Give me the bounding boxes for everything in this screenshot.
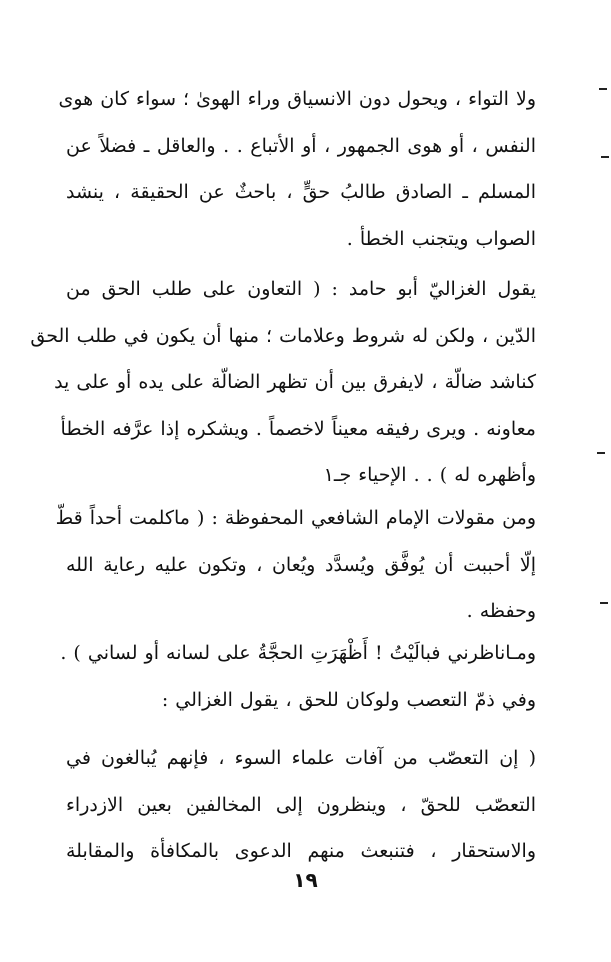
paragraph-line: ومن مقولات الإمام الشافعي المحفوظة : ( ماكلمت أحداً قطّ bbox=[55, 507, 536, 529]
paragraph-line: وفي ذمّ التعصب ولوكان للحق ، يقول الغزالي : bbox=[161, 689, 536, 711]
paragraph-line: كناشد ضالّة ، لايفرق بين أن تظهر الضالّة على يده أو على يد bbox=[54, 371, 536, 393]
paragraph-1 bbox=[58, 76, 536, 262]
paragraph-5 bbox=[66, 677, 536, 724]
paragraph-line: والاستحقار ، فتنبعث منهم الدعوى بالمكافأة والمقابلة bbox=[66, 840, 536, 862]
paragraph-line: ولا التواء ، ويحول دون الانسياق وراء الهوىٰ ؛ سواء كان هوى bbox=[58, 88, 536, 110]
margin-mark bbox=[597, 452, 605, 454]
paragraph-6 bbox=[66, 735, 536, 875]
margin-mark bbox=[599, 88, 607, 90]
paragraph-line: النفس ، أو هوى الجمهور ، أو الأتباع . . والعاقل ـ فضلاً عن bbox=[66, 134, 536, 157]
margin-mark bbox=[600, 602, 608, 604]
page-number: ١٩ bbox=[293, 868, 318, 892]
paragraph-line: ومـاناظرني فبالَيْتُ ! أَظْهَرَتِ الحجَّةُ على لسانه أو لساني ) . bbox=[60, 642, 536, 664]
paragraph-line: وأظهره له ) . . الإحياء جـ١ bbox=[323, 464, 536, 486]
margin-mark bbox=[601, 156, 609, 158]
paragraph-line: وحفظه . bbox=[466, 600, 536, 622]
paragraph-line: الصواب ويتجنب الخطأ . bbox=[346, 227, 536, 250]
paragraph-line: التعصّب للحقّ ، وينظرون إلى المخالفين بعين الازدراء bbox=[66, 793, 536, 816]
paragraph-line: الدّين ، ولكن له شروط وعلامات ؛ منها أن يكون في طلب الحق bbox=[30, 324, 536, 347]
paragraph-3 bbox=[55, 495, 536, 635]
paragraph-line: ( إن التعصّب من آفات علماء السوء ، فإنهم يُبالغون في bbox=[66, 747, 536, 769]
paragraph-2 bbox=[30, 266, 536, 499]
paragraph-line: معاونه . ويرى رفيقه معيناً لاخصماً . ويشكره إذا عرَّفه الخطأ bbox=[60, 417, 536, 440]
paragraph-line: إلّا أحببت أن يُوفَّق ويُسدَّد ويُعان ، وتكون عليه رعاية الله bbox=[66, 553, 536, 576]
paragraph-line: المسلم ـ الصادق طالبُ حقٍّ ، باحثٌ عن الحقيقة ، ينشد bbox=[66, 181, 536, 203]
paragraph-4 bbox=[60, 630, 536, 677]
paragraph-line: يقول الغزاليّ أبو حامد : ( التعاون على طلب الحق من bbox=[66, 278, 536, 300]
